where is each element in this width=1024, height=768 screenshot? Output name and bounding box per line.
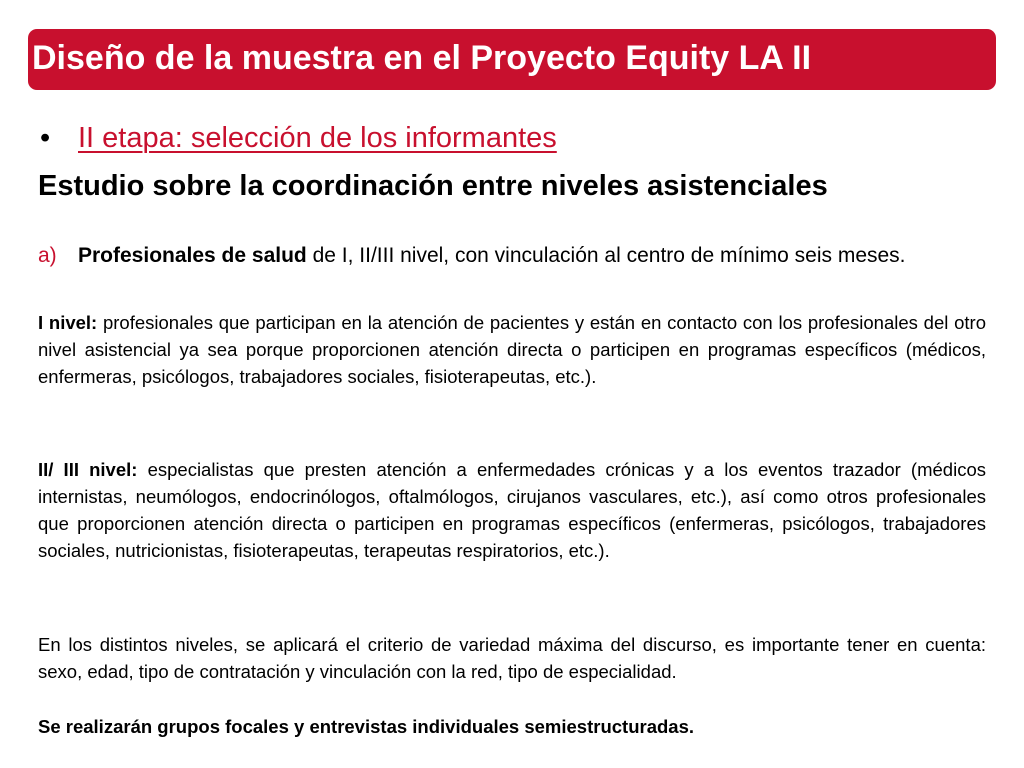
bullet-text: II etapa: selección de los informantes xyxy=(78,122,557,154)
level-2-3-text: especialistas que presten atención a enfermedades crónicas y a los eventos trazador (médicos internistas, neumólogos, endocrinólogos, oftalmólogos, cirujanos vasculares, etc.), así como otros profesionales que proporcionen atención directa o participen en programas específicos (enfermeras, psicólogos, trabajadores sociales, nutricionistas, fisioterapeutas, terapeutas respiratorios, etc.). xyxy=(38,459,986,561)
paragraph-criteria: En los distintos niveles, se aplicará el criterio de variedad máxima del discurso, es importante tener en cuenta: sexo, edad, tipo de contratación y vinculación con la red, tipo de especialidad. xyxy=(38,634,986,682)
level-1-label: I nivel: xyxy=(38,312,98,333)
level-1-text: profesionales que participan en la atención de pacientes y están en contacto con los profesionales del otro nivel asistencial ya sea porque proporcionen atención directa o participen en programas específicos (médicos, enfermeras, psicólogos, trabajadores sociales, fisioterapeutas, etc.). xyxy=(38,312,986,387)
list-item-body xyxy=(78,241,986,271)
bullet-dot-icon: • xyxy=(40,122,51,154)
closing-statement: Se realizarán grupos focales y entrevistas individuales semiestructuradas. xyxy=(38,716,695,737)
list-item-bold: Profesionales de salud xyxy=(78,244,307,267)
paragraph-level-1 xyxy=(38,309,986,390)
bullet-item xyxy=(40,122,557,155)
section-heading: Estudio sobre la coordinación entre niveles asistenciales xyxy=(38,170,828,202)
slide-title: Diseño de la muestra en el Proyecto Equity LA II xyxy=(32,39,812,77)
list-item-a xyxy=(38,241,986,271)
title-bar xyxy=(28,29,996,90)
list-item-text: de I, II/III nivel, con vinculación al centro de mínimo seis meses. xyxy=(306,244,906,267)
paragraph-level-2-3 xyxy=(38,456,986,564)
level-2-3-label: II/ III nivel: xyxy=(38,459,138,480)
list-marker: a) xyxy=(38,244,57,267)
